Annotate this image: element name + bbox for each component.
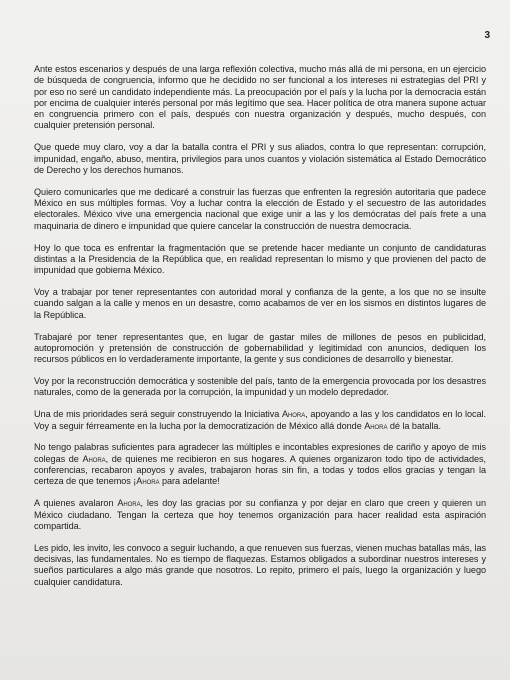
paragraph	[34, 409, 486, 432]
paragraph-segment: para adelante!	[159, 476, 220, 487]
ahora-name: Ahora	[117, 498, 141, 509]
paragraph-segment: Una de mis prioridades será seguir construyendo la Iniciativa	[34, 409, 282, 420]
paragraph-segment: dé la batalla.	[387, 420, 441, 431]
paragraph: Quiero comunicarles que me dedicaré a construir las fuerzas que enfrenten la regresión autoritaria que padece México en sus múltiples formas. Voy a luchar contra la elección de Estado y el secuestro de las autoridades electorales. México vive una emergencia nacional que exige unir a las y los demócratas del país frete a una maquinaria de dinero e impunidad que quiere cancelar la construcción de nuestra democracia.	[34, 186, 486, 231]
document-body	[34, 64, 486, 588]
paragraph-segment: , apoyando a las y los candidatos en lo local. Voy a seguir férreamente en la lucha por la democratización de México allá donde	[34, 409, 486, 431]
page-number: 3	[484, 30, 490, 41]
paragraph: Que quede muy claro, voy a dar la batalla contra el PRI y sus aliados, contra lo que representan: corrupción, impunidad, engaño, abuso, mentira, privilegios para unos cuantos y violación sistemática al Estado Democrático de Derecho y los derechos humanos.	[34, 142, 486, 175]
paragraph-segment: A quienes avalaron	[34, 498, 118, 509]
paragraph-segment: , de quienes me recibieron en sus hogares. A quienes organizaron todo tipo de actividades, conferencias, recabaron apoyos y avales, trabajaron horas sin fin, a todas y todos ellos gracias y tengan la certeza de que tenemos ¡	[34, 453, 487, 487]
paragraph	[34, 498, 486, 532]
paragraph-segment: No tengo palabras suficientes para agradecer las múltiples e incontables expresiones de cariño y apoyo de mis colegas de	[34, 442, 486, 464]
paragraph: Voy por la reconstrucción democrática y sostenible del país, tanto de la emergencia provocada por los desastres naturales, como de la generada por la corrupción, la impunidad y un modelo depredador.	[34, 376, 486, 398]
ahora-name: Ahora	[281, 409, 306, 420]
paragraph: Voy a trabajar por tener representantes con autoridad moral y confianza de la gente, a los que no se insulte cuando salgan a la calle y menos en un desastre, como acabamos de ver en los sismos en distintos lugares de la República.	[34, 287, 486, 320]
ahora-name: Ahora	[136, 476, 160, 487]
paragraph: Ante estos escenarios y después de una larga reflexión colectiva, mucho más allá de mi persona, en un ejercicio de búsqueda de congruencia, informo que he decidido no ser funcional a los intereses ni estrategias del PRI y por eso no seré un candidato independiente más. La preocupación por el país y la lucha por la democracia están por encima de cualquier interés personal por más legítimo que sea. Hacer política de otra manera supone actuar en congruencia primero con el país, después con nuestra organización y después, mucho después, con cualquier pretensión personal.	[34, 64, 486, 131]
paragraph-segment: , les doy las gracias por su confianza y por dejar en claro que creen y quieren un México ciudadano. Tengan la certeza que hoy tenemos organización para hacer realidad esta aspiración compartida.	[34, 498, 486, 531]
ahora-name: Ahora	[364, 420, 388, 431]
paragraph	[34, 442, 486, 487]
paragraph: Les pido, les invito, les convoco a seguir luchando, a que renueven sus fuerzas, vienen muchas batallas más, las decisivas, las fundamentales. No es tiempo de flaquezas. Estamos obligados a subordinar nuestros intereses y sueños particulares a algo más grande que nosotros. Lo repito, primero el país, luego la organización y luego cualquier candidatura.	[34, 542, 486, 587]
paragraph: Trabajaré por tener representantes que, en lugar de gastar miles de millones de pesos en publicidad, autopromoción y pretensión de construcción de gobernabilidad y legitimidad con anuncios, dediquen los recursos públicos en lo verdaderamente importante, la gente y sus condiciones de desarrollo y bienestar.	[34, 331, 486, 365]
paragraph: Hoy lo que toca es enfrentar la fragmentación que se pretende hacer mediante un conjunto de candidaturas distintas a la Presidencia de la República que, en realidad representan lo mismo y que provienen del pacto de impunidad que gobierna México.	[34, 242, 486, 276]
ahora-name: Ahora	[82, 453, 106, 464]
